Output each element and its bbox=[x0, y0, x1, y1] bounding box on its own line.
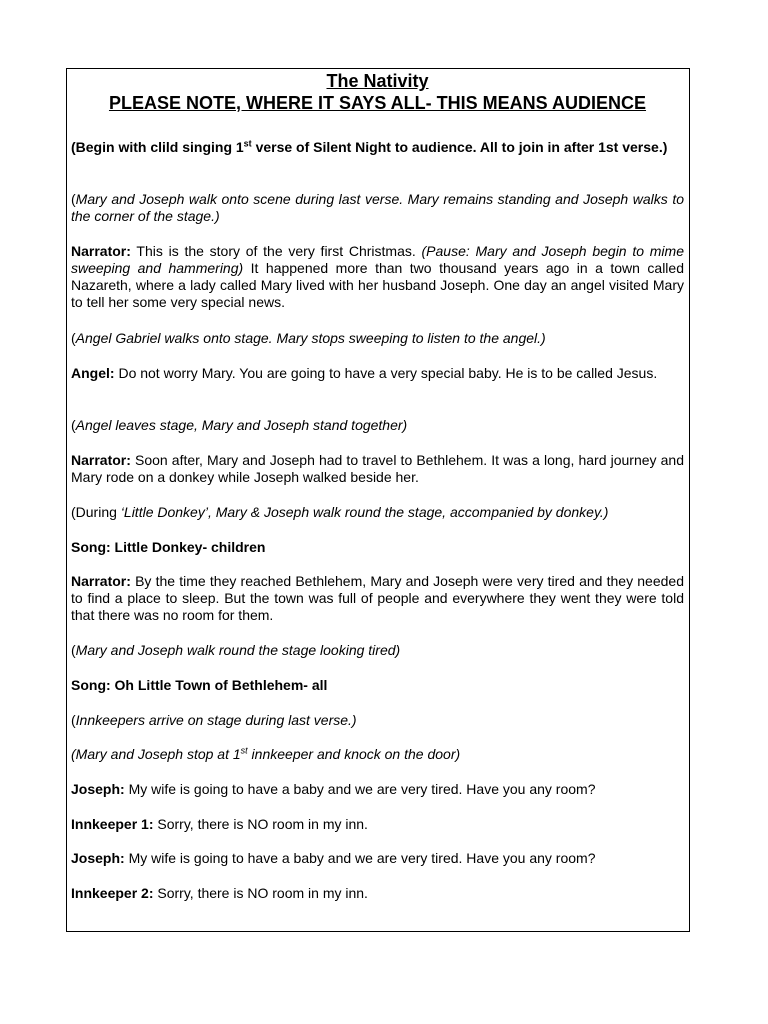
stage-direction-5: (Mary and Joseph walk round the stage looking tired) bbox=[71, 642, 401, 658]
stage-direction-4: (During ‘Little Donkey’, Mary & Joseph walk round the stage, accompanied by donkey.) bbox=[71, 504, 609, 520]
narrator-line-2: Narrator: Soon after, Mary and Joseph had to travel to Bethlehem. It was a long, hard journey and Mary rode on a donkey while Joseph walked beside her. bbox=[71, 452, 684, 485]
song-little-town: Song: Oh Little Town of Bethlehem- all bbox=[71, 677, 328, 693]
page-title: The Nativity bbox=[326, 71, 429, 91]
script-page bbox=[66, 68, 690, 932]
joseph-line-2: Joseph: My wife is going to have a baby and we are very tired. Have you any room? bbox=[71, 850, 596, 866]
innkeeper-1-line: Innkeeper 1: Sorry, there is NO room in my inn. bbox=[71, 816, 368, 832]
page-subtitle: PLEASE NOTE, WHERE IT SAYS ALL- THIS MEANS AUDIENCE bbox=[108, 93, 647, 113]
narrator-line-3: Narrator: By the time they reached Bethlehem, Mary and Joseph were very tired and they needed to find a place to sleep. But the town was full of people and everywhere they went they were told that there was no room for them. bbox=[71, 573, 684, 623]
stage-direction-6: (Innkeepers arrive on stage during last verse.) bbox=[71, 712, 357, 728]
stage-direction-7: (Mary and Joseph stop at 1st innkeeper and knock on the door) bbox=[71, 745, 461, 762]
intro-direction: (Begin with clild singing 1st verse of Silent Night to audience. All to join in after 1st verse.) bbox=[71, 138, 668, 155]
angel-line: Angel: Do not worry Mary. You are going to have a very special baby. He is to be called Jesus. bbox=[71, 365, 658, 381]
song-little-donkey: Song: Little Donkey- children bbox=[71, 539, 266, 555]
stage-direction-2: (Angel Gabriel walks onto stage. Mary stops sweeping to listen to the angel.) bbox=[71, 330, 546, 346]
narrator-line-1: Narrator: This is the story of the very first Christmas. (Pause: Mary and Joseph begin to mime sweeping and hammering) It happened more than two thousand years ago in a town called Nazareth, where a lady called Mary lived with her husband Joseph. One day an angel visited Mary to tell her some very special news. bbox=[71, 243, 684, 310]
joseph-line-1: Joseph: My wife is going to have a baby and we are very tired. Have you any room? bbox=[71, 781, 596, 797]
stage-direction-3: (Angel leaves stage, Mary and Joseph stand together) bbox=[71, 417, 408, 433]
stage-direction-1: (Mary and Joseph walk onto scene during last verse. Mary remains standing and Joseph walks to the corner of the stage.) bbox=[71, 191, 684, 224]
innkeeper-2-line: Innkeeper 2: Sorry, there is NO room in my inn. bbox=[71, 885, 368, 901]
